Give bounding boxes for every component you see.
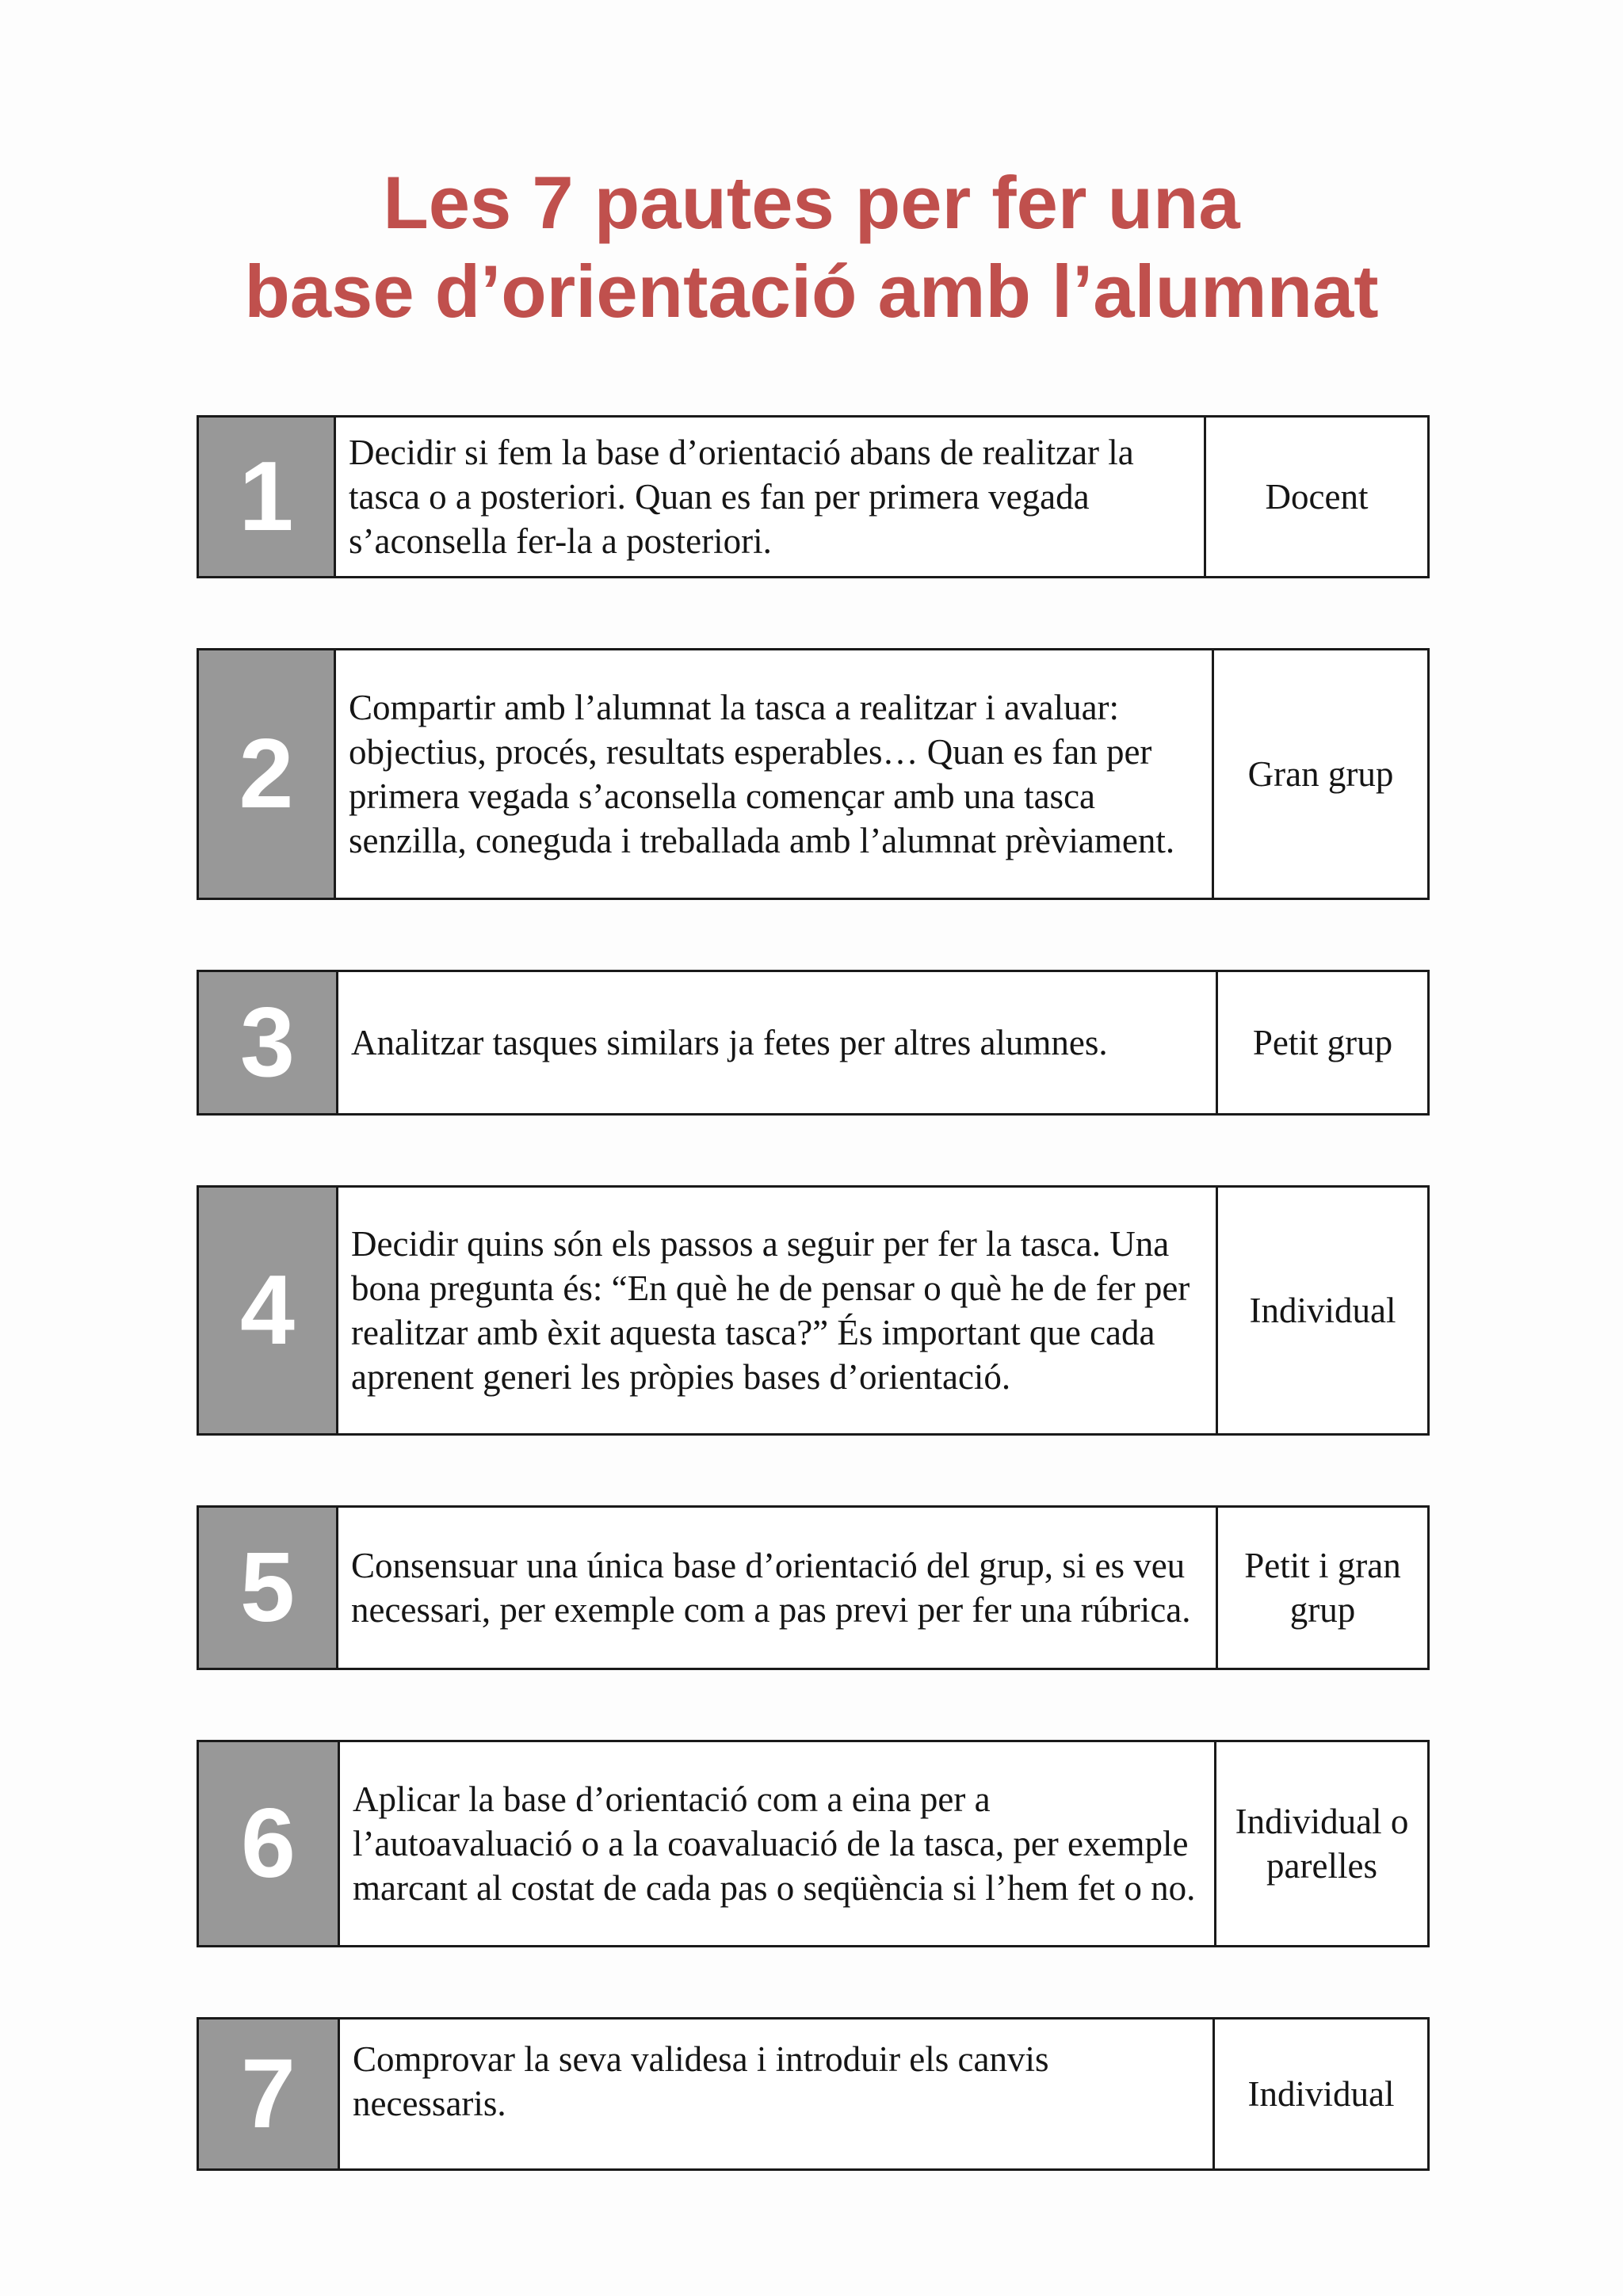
- rule-grouping: Petit i gran grup: [1244, 1546, 1401, 1630]
- rule-grouping: Individual o parelles: [1235, 1802, 1409, 1886]
- rule-text: Compartir amb l’alumnat la tasca a realitzar i avaluar: objectius, procés, resultats esperables… Quan es fan per primera vegada s’aconsella començar amb una tasca senzilla, coneguda i treballada amb l’alumnat prèviament.: [349, 688, 1175, 860]
- rule-description: [340, 2019, 1215, 2168]
- rule-text: Consensuar una única base d’orientació del grup, si es veu necessari, per exemple com a pas previ per fer una rúbrica.: [351, 1546, 1191, 1630]
- rule-2: [197, 648, 1430, 900]
- rule-7: [197, 2017, 1430, 2171]
- title-line-2: base d’orientació amb l’alumnat: [244, 250, 1379, 333]
- rule-number: 2: [199, 650, 336, 898]
- rule-text: Comprovar la seva validesa i introduir els canvis necessaris.: [353, 2039, 1049, 2123]
- rule-description: [336, 650, 1214, 898]
- rule-3: [197, 970, 1430, 1116]
- rule-1: [197, 415, 1430, 578]
- rule-number: 4: [199, 1188, 338, 1433]
- rule-number: 3: [199, 972, 338, 1113]
- rule-4: [197, 1185, 1430, 1436]
- rule-grouping: Gran grup: [1247, 754, 1394, 794]
- rule-text: Decidir quins són els passos a seguir per fer la tasca. Una bona pregunta és: “En què he de pensar o què he de fer per realitzar amb èxit aquesta tasca?” És important que cada aprenent generi les pròpies bases d’orientació.: [351, 1224, 1190, 1397]
- rule-description: [338, 1188, 1218, 1433]
- page-title: [0, 158, 1623, 336]
- rule-description: [336, 418, 1206, 576]
- rule-grouping: Docent: [1265, 477, 1369, 517]
- rule-number: 6: [199, 1742, 340, 1945]
- rule-number: 1: [199, 418, 336, 576]
- rule-text: Aplicar la base d’orientació com a eina per a l’autoavaluació o a la coavaluació de la tasca, per exemple marcant al costat de cada pas o seqüència si l’hem fet o no.: [353, 1779, 1196, 1908]
- title-line-1: Les 7 pautes per fer una: [383, 161, 1240, 244]
- rule-grouping: Individual: [1247, 2074, 1395, 2114]
- rule-grouping: Individual: [1249, 1291, 1396, 1330]
- rule-6: [197, 1740, 1430, 1947]
- rule-text: Analitzar tasques similars ja fetes per altres alumnes.: [351, 1023, 1108, 1062]
- rule-text: Decidir si fem la base d’orientació abans de realitzar la tasca o a posteriori. Quan es fan per primera vegada s’aconsella fer-la a posteriori.: [349, 433, 1134, 561]
- rule-description: [338, 972, 1218, 1113]
- rule-grouping: Petit grup: [1252, 1023, 1393, 1062]
- rule-number: 5: [199, 1508, 338, 1668]
- rule-number: 7: [199, 2019, 340, 2168]
- rule-5: [197, 1505, 1430, 1670]
- rule-description: [340, 1742, 1216, 1945]
- rule-description: [338, 1508, 1218, 1668]
